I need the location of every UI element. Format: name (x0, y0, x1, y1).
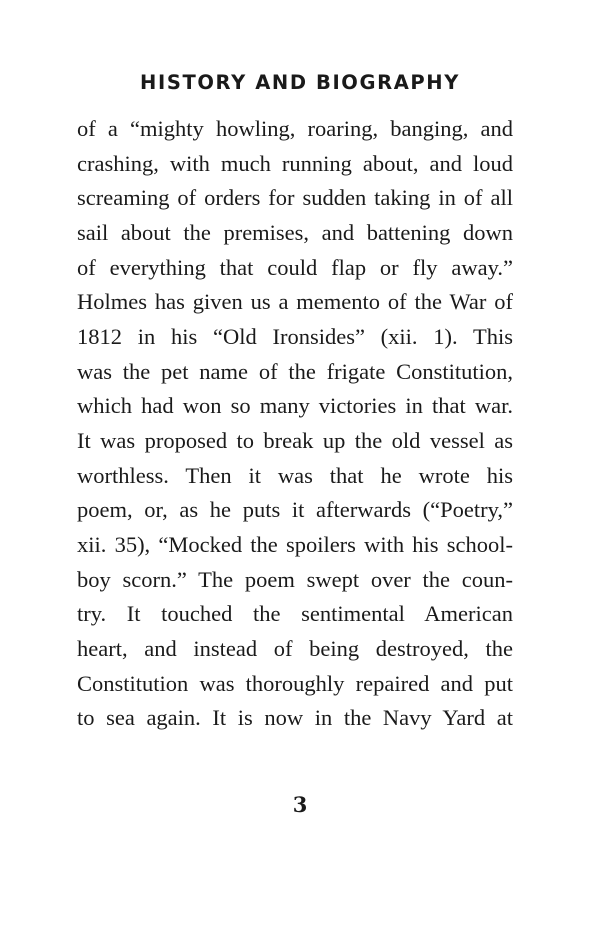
text-line: Holmes has given us a memento of the War of (77, 289, 513, 315)
text-line: to sea again. It is now in the Navy Yard at (77, 705, 513, 731)
text-line: was the pet name of the frigate Constitution, (77, 358, 513, 384)
text-line: of everything that could flap or fly away.” (77, 254, 513, 280)
page-number: 3 (292, 792, 308, 817)
text-line: crashing, with much running about, and loud (77, 150, 513, 176)
body-text (77, 112, 513, 736)
text-line: xii. 35), “Mocked the spoilers with his school- (77, 531, 513, 557)
text-line: try. It touched the sentimental American (77, 601, 513, 627)
text-line: heart, and instead of being destroyed, the (77, 635, 513, 661)
text-line: boy scorn.” The poem swept over the coun- (77, 566, 513, 592)
text-line: which had won so many victories in that war. (77, 393, 513, 419)
text-line: of a “mighty howling, roaring, banging, and (77, 116, 513, 141)
text-line: It was proposed to break up the old vessel as (77, 427, 513, 453)
running-head: HISTORY AND BIOGRAPHY (140, 71, 460, 94)
text-line: 1812 in his “Old Ironsides” (xii. 1). This (77, 323, 513, 349)
text-line: sail about the premises, and battening down (77, 219, 513, 245)
text-line: poem, or, as he puts it afterwards (“Poetry,” (77, 497, 513, 523)
text-line: Constitution was thoroughly repaired and put (77, 670, 513, 696)
text-line: worthless. Then it was that he wrote his (77, 462, 513, 488)
text-line: screaming of orders for sudden taking in of all (77, 185, 513, 211)
